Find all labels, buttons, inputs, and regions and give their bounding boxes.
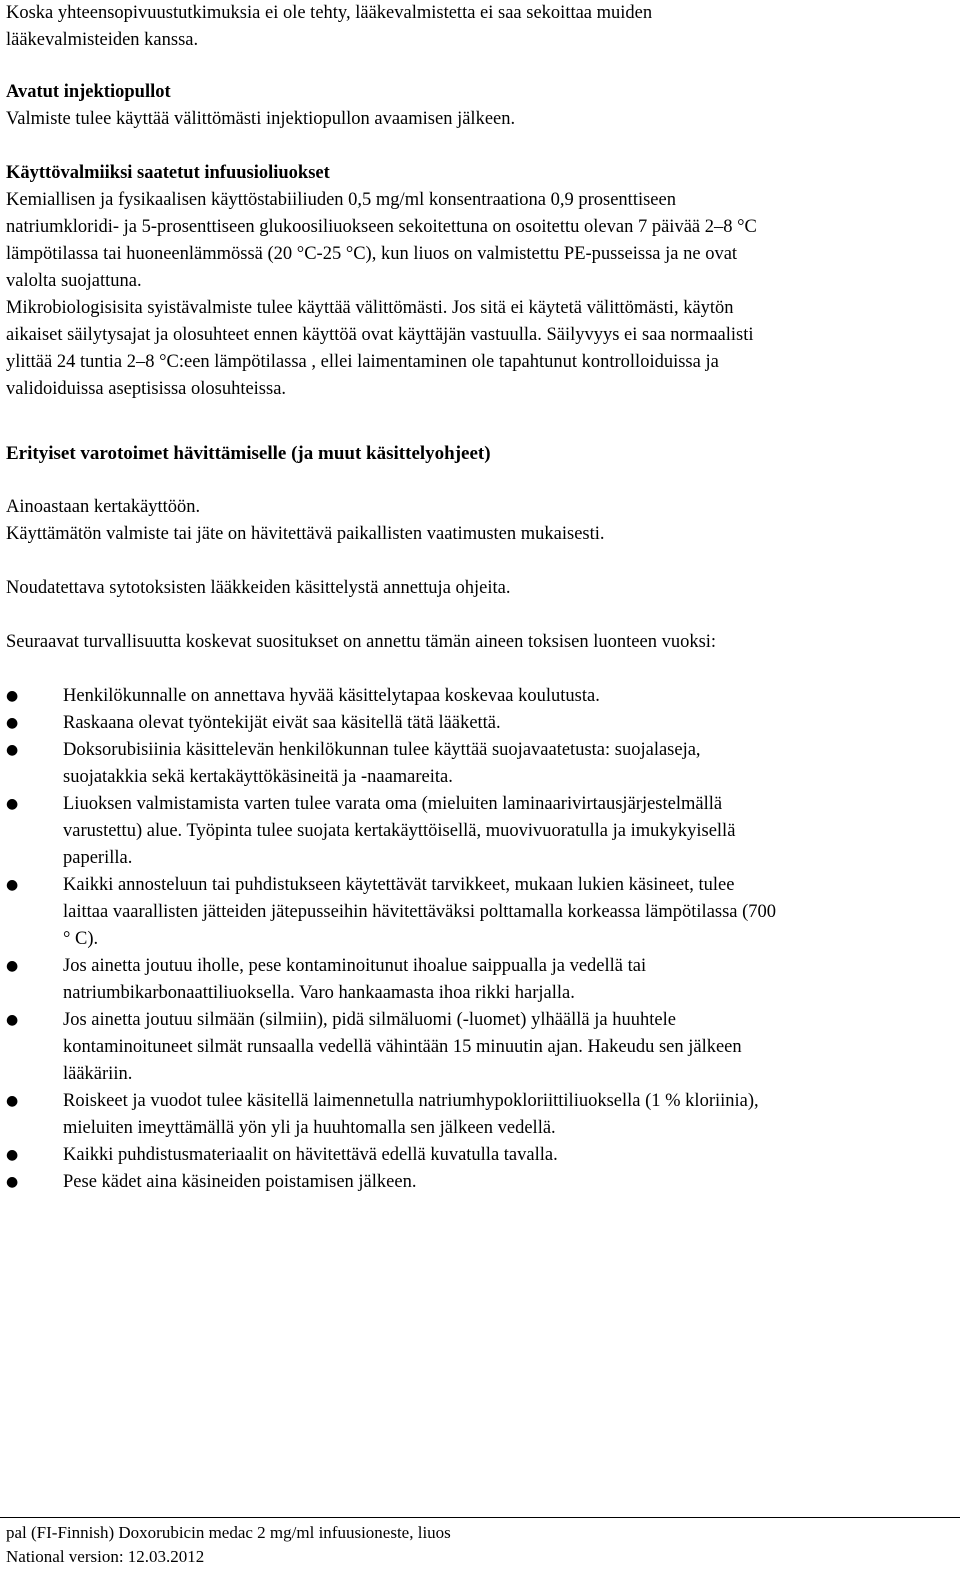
paragraph-line: Ainoastaan kertakäyttöön. [6, 497, 201, 517]
list-item [6, 1142, 956, 1169]
list-item-line: natriumbikarbonaattiliuoksella. Varo hankaamasta ihoa rikki harjalla. [63, 983, 575, 1003]
opened-vials-heading: Avatut injektiopullot [6, 82, 171, 102]
list-item-line: ° C). [63, 929, 99, 949]
footer-divider [0, 1517, 960, 1518]
list-item-line: laittaa vaarallisten jätteiden jätepusseihin hävitettäväksi polttamalla korkeassa lämpötilassa (700 [63, 902, 777, 922]
list-item-line: Raskaana olevat työntekijät eivät saa käsitellä tätä lääkettä. [63, 713, 501, 733]
bullet-icon: ● [6, 1093, 19, 1109]
paragraph-line: Käyttämätön valmiste tai jäte on hävitettävä paikallisten vaatimusten mukaisesti. [6, 524, 605, 544]
list-item [6, 1007, 956, 1088]
list-item [6, 1088, 956, 1142]
list-item-line: paperilla. [63, 848, 133, 868]
list-item-line: Liuoksen valmistamista varten tulee varata oma (mieluiten laminaarivirtausjärjestelmällä [63, 794, 723, 814]
list-item [6, 791, 956, 872]
list-item-line: kontaminoituneet silmät runsaalla vedellä vähintään 15 minuutin ajan. Hakeudu sen jälkeen [63, 1037, 742, 1057]
list-item-line: Jos ainetta joutuu iholle, pese kontaminoitunut ihoalue saippualla ja vedellä tai [63, 956, 647, 976]
list-item-line: mieluiten imeyttämällä yön yli ja huuhtomalla sen jälkeen vedellä. [63, 1118, 556, 1138]
list-item [6, 710, 956, 737]
list-item-line: Jos ainetta joutuu silmään (silmiin), pidä silmäluomi (-luomet) ylhäällä ja huuhtele [63, 1010, 676, 1030]
bullet-icon: ● [6, 1147, 19, 1163]
list-item-line: varustettu) alue. Työpinta tulee suojata kertakäyttöisellä, muovivuoratulla ja imukykyisellä [63, 821, 736, 841]
paragraph-line: aikaiset säilytysajat ja olosuhteet ennen käyttöä ovat käyttäjän vastuulla. Säilyvyys ei saa normaalisti [6, 325, 754, 345]
paragraph-line: Mikrobiologisisita syistävalmiste tulee käyttää välittömästi. Jos sitä ei käytetä välittömästi, käytön [6, 298, 734, 318]
list-item [6, 872, 956, 953]
bullet-icon: ● [6, 796, 19, 812]
paragraph-line: Koska yhteensopivuustutkimuksia ei ole tehty, lääkevalmistetta ei saa sekoittaa muiden [6, 3, 653, 23]
list-item [6, 953, 956, 1007]
list-item [6, 1169, 956, 1196]
paragraph-line: lääkevalmisteiden kanssa. [6, 30, 199, 50]
section-heading: Erityiset varotoimet hävittämiselle (ja muut käsittelyohjeet) [6, 443, 491, 464]
bullet-icon: ● [6, 1012, 19, 1028]
paragraph-line: Seuraavat turvallisuutta koskevat suositukset on annettu tämän aineen toksisen luonteen vuoksi: [6, 632, 717, 652]
bullet-icon: ● [6, 715, 19, 731]
paragraph-line: Noudatettava sytotoksisten lääkkeiden käsittelystä annettuja ohjeita. [6, 578, 511, 598]
list-item-line: Pese kädet aina käsineiden poistamisen jälkeen. [63, 1172, 417, 1192]
safety-recommendations-intro [6, 629, 716, 656]
safety-recommendations-list [6, 683, 956, 1196]
bullet-icon: ● [6, 958, 19, 974]
footer-version-line: National version: 12.03.2012 [6, 1547, 205, 1566]
paragraph-line: Kemiallisen ja fysikaalisen käyttöstabiiliuden 0,5 mg/ml konsentraationa 0,9 prosenttiseen [6, 190, 676, 210]
prepared-solutions-section [6, 160, 757, 403]
cytotoxic-guidance-paragraph [6, 575, 511, 602]
paragraph-line: validoiduissa aseptisissa olosuhteissa. [6, 379, 287, 399]
paragraph-line: lämpötilassa tai huoneenlämmössä (20 °C-25 °C), kun liuos on valmistettu PE-pusseissa ja ne ovat [6, 244, 738, 264]
paragraph-line: valolta suojattuna. [6, 271, 142, 291]
list-item-line: suojatakkia sekä kertakäyttökäsineitä ja -naamareita. [63, 767, 453, 787]
bullet-icon: ● [6, 1174, 19, 1190]
list-item-line: lääkäriin. [63, 1064, 133, 1084]
paragraph-line: natriumkloridi- ja 5-prosenttiseen glukoosiliuokseen sekoitettuna on osoitettu olevan 7 päivää 2–8 °C [6, 217, 757, 237]
list-item [6, 737, 956, 791]
list-item-line: Kaikki puhdistusmateriaalit on hävitettävä edellä kuvatulla tavalla. [63, 1145, 558, 1165]
prepared-solutions-heading: Käyttövalmiiksi saatetut infuusioliuokset [6, 163, 330, 183]
compatibility-paragraph [6, 0, 652, 54]
bullet-icon: ● [6, 877, 19, 893]
opened-vials-text: Valmiste tulee käyttää välittömästi injektiopullon avaamisen jälkeen. [6, 109, 516, 129]
footer-product-line: pal (FI-Finnish) Doxorubicin medac 2 mg/ml infuusioneste, liuos [6, 1523, 451, 1542]
list-item [6, 683, 956, 710]
opened-vials-section [6, 79, 515, 133]
bullet-icon: ● [6, 688, 19, 704]
list-item-line: Kaikki annosteluun tai puhdistukseen käytettävät tarvikkeet, mukaan lukien käsineet, tulee [63, 875, 735, 895]
single-use-paragraph [6, 494, 605, 548]
disposal-section-heading [6, 440, 491, 467]
list-item-line: Henkilökunnalle on annettava hyvää käsittelytapaa koskevaa koulutusta. [63, 686, 600, 706]
paragraph-line: ylittää 24 tuntia 2–8 °C:een lämpötilassa , ellei laimentaminen ole tapahtunut kontrolloiduissa ja [6, 352, 719, 372]
list-item-line: Doksorubisiinia käsittelevän henkilökunnan tulee käyttää suojavaatetusta: suojalaseja, [63, 740, 701, 760]
bullet-icon: ● [6, 742, 19, 758]
list-item-line: Roiskeet ja vuodot tulee käsitellä laimennetulla natriumhypokloriittiliuoksella (1 % kloriinia), [63, 1091, 759, 1111]
